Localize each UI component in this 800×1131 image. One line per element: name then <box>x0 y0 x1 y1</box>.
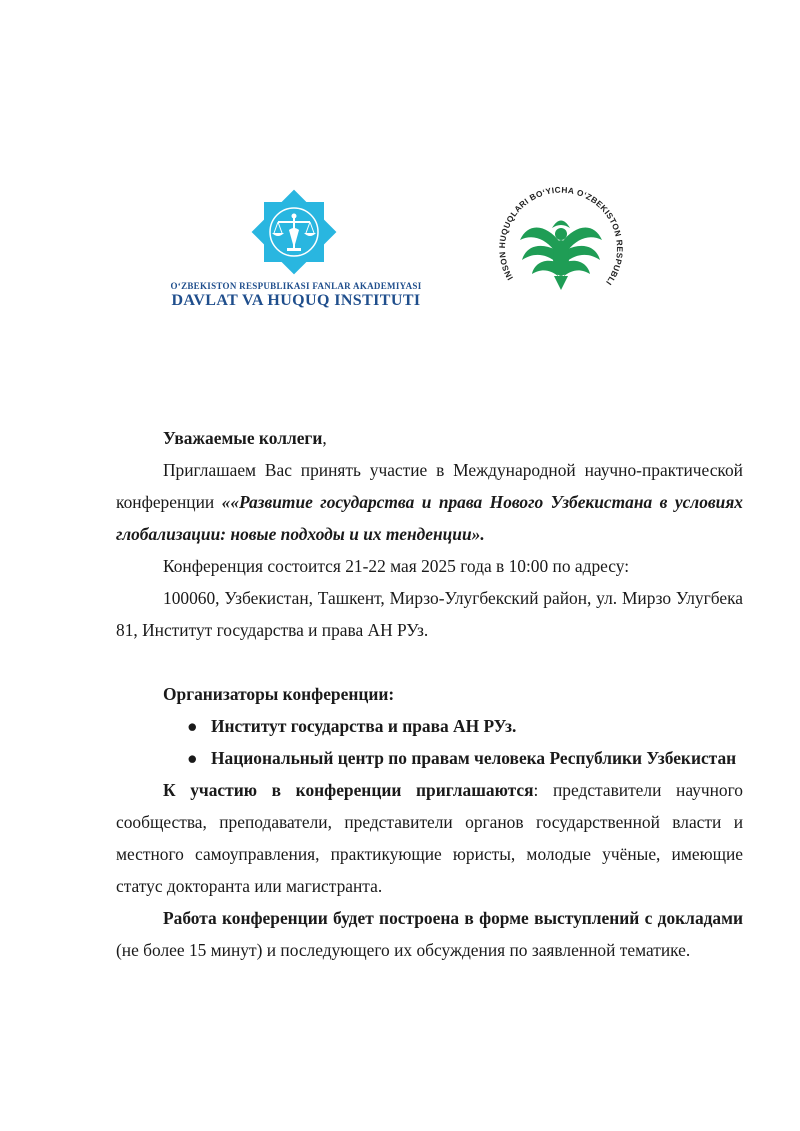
scales-star-icon <box>248 186 340 278</box>
human-rights-centre-logo <box>496 184 626 314</box>
date-line: Конференция состоится 21-22 мая 2025 года в 10:00 по адресу: <box>163 556 630 576</box>
format-lead: Работа конференции будет построена в форме выступлений с докладами <box>163 908 743 928</box>
invitation-text: Приглашаем Вас принять участие в Международной научно-практической конференции <box>116 460 743 512</box>
conference-title: ««Развитие государства и права Нового Узбекистана в условиях глобализации: новые подходы и их тенденции». <box>116 492 743 544</box>
participants-paragraph <box>116 774 743 902</box>
bullet-icon: ● <box>187 748 198 768</box>
format-text: (не более 15 минут) и последующего их обсуждения по заявленной тематике. <box>116 940 691 960</box>
organizer-name: Национальный центр по правам человека Республики Узбекистан <box>211 748 737 768</box>
address-paragraph: 100060, Узбекистан, Ташкент, Мирзо-Улугбекский район, ул. Мирзо Улугбека 81, Институт государства и права АН РУз. <box>116 588 743 640</box>
participants-lead: К участию в конференции приглашаются <box>163 780 534 800</box>
bullet-icon: ● <box>187 716 198 736</box>
participants-text: : представители научного сообщества, преподаватели, представители органов государственной власти и местного самоуправления, практикующие юристы, молодые учёные, имеющие статус докторанта или магистранта. <box>116 780 743 896</box>
organizers-heading-text: Организаторы конференции: <box>163 684 395 704</box>
institute-logo-title: DAVLAT VA HUQUQ INSTITUTI <box>171 292 421 309</box>
list-item <box>187 710 743 742</box>
format-paragraph <box>116 902 743 966</box>
invitation-paragraph <box>116 454 743 550</box>
logo-ring-text: INSON HUQUQLARI BO‘YICHA O‘ZBEKISTON RESPUBLI <box>496 184 626 288</box>
greeting <box>116 422 743 454</box>
organizers-list <box>116 710 743 774</box>
organizer-name: Институт государства и права АН РУз. <box>211 716 517 736</box>
eagle-emblem-icon <box>496 184 626 314</box>
organizers-heading <box>116 678 743 710</box>
list-item <box>187 742 743 774</box>
letter-body <box>116 422 743 966</box>
institute-logo-subtitle: O‘ZBEKISTON RESPUBLIKASI FANLAR AKADEMIYASI <box>170 281 422 291</box>
greeting-comma: , <box>322 428 327 448</box>
greeting-text: Уважаемые коллеги <box>163 428 323 448</box>
institute-logo <box>160 186 430 316</box>
